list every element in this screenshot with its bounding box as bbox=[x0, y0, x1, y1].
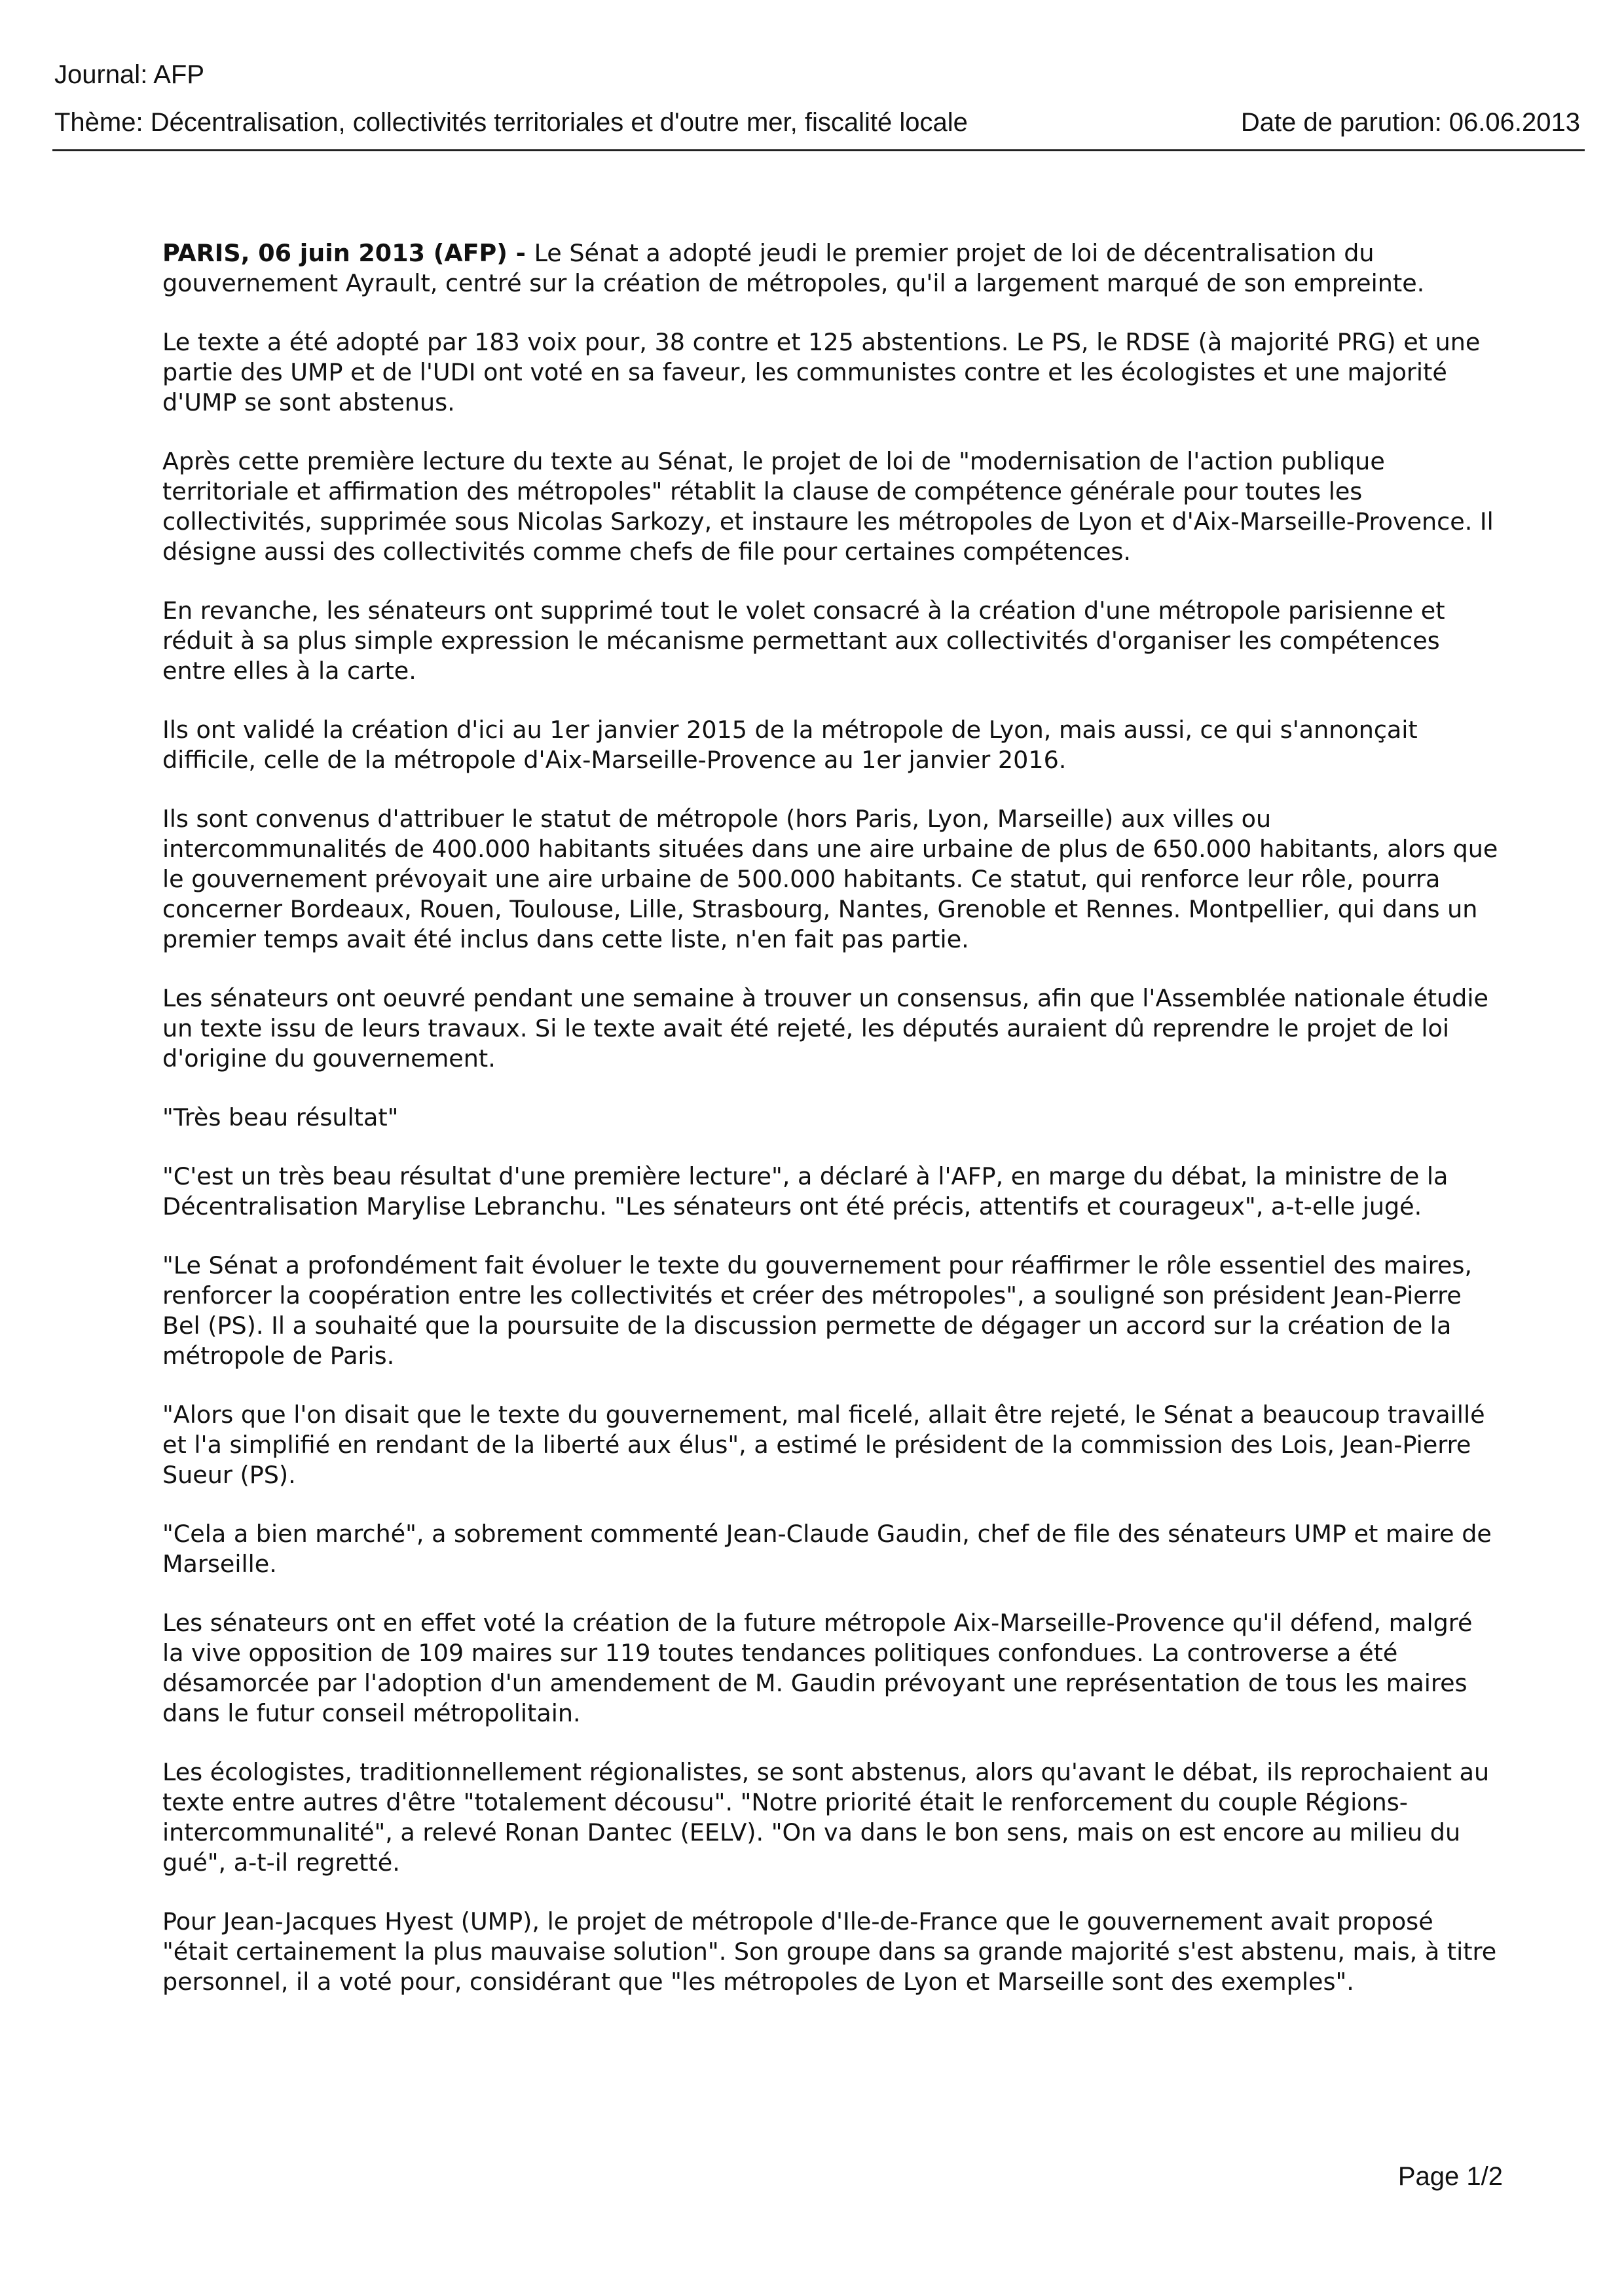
article-paragraph-12: Les sénateurs ont en effet voté la création de la future métropole Aix-Marseille-Provence qu'il défend, malgré la vive opposition de 109 maires sur 119 toutes tendances politiques confondues. La controverse a été désamorcée par l'adoption d'un amendement de M. Gaudin prévoyant une représentation de tous les maires dans le futur conseil métropolitain. bbox=[162, 1609, 1473, 1727]
dateline: PARIS, 06 juin 2013 (AFP) - bbox=[162, 239, 534, 267]
document-header bbox=[54, 59, 1580, 138]
page-number: Page 1/2 bbox=[1397, 2162, 1503, 2191]
article-paragraph-11: "Cela a bien marché", a sobrement commenté Jean-Claude Gaudin, chef de file des sénateurs UMP et maire de Marseille. bbox=[162, 1520, 1492, 1578]
header-divider bbox=[52, 149, 1585, 151]
article-paragraph-7: Les sénateurs ont oeuvré pendant une semaine à trouver un consensus, afin que l'Assemblée nationale étudie un texte issu de leurs travaux. Si le texte avait été rejeté, les députés auraient dû reprendre le projet de loi d'origine du gouvernement. bbox=[162, 984, 1488, 1073]
article-paragraph-6: Ils sont convenus d'attribuer le statut de métropole (hors Paris, Lyon, Marseille) aux villes ou intercommunalités de 400.000 habitants situées dans une aire urbaine de plus de 650.000 habitants, alors que le gouvernement prévoyait une aire urbaine de 500.000 habitants. Ce statut, qui renforce leur rôle, pourra concerner Bordeaux, Rouen, Toulouse, Lille, Strasbourg, Nantes, Grenoble et Rennes. Montpellier, qui dans un premier temps avait été inclus dans cette liste, n'en fait pas partie. bbox=[162, 805, 1498, 953]
article-paragraph-13: Les écologistes, traditionnellement régionalistes, se sont abstenus, alors qu'avant le débat, ils reprochaient au texte entre autres d'être "totalement décousu". "Notre priorité était le renforcement du couple Régions-intercommunalité", a relevé Ronan Dantec (EELV). "On va dans le bon sens, mais on est encore au milieu du gué", a-t-il regretté. bbox=[162, 1758, 1490, 1877]
theme-date-row bbox=[54, 107, 1580, 138]
article-body bbox=[162, 238, 1498, 2026]
article-paragraph-2: Le texte a été adopté par 183 voix pour, 38 contre et 125 abstentions. Le PS, le RDSE (à majorité PRG) et une partie des UMP et de l'UDI ont voté en sa faveur, les communistes contre et les écologistes et une majorité d'UMP se sont abstenus. bbox=[162, 328, 1481, 416]
article-paragraph-1 bbox=[162, 238, 1498, 299]
article-paragraph-10: "Alors que l'on disait que le texte du gouvernement, mal ficelé, allait être rejeté, le Sénat a beaucoup travaillé et l'a simplifié en rendant de la liberté aux élus", a estimé le président de la commission des Lois, Jean-Pierre Sueur (PS). bbox=[162, 1401, 1485, 1489]
article-paragraph-8: "C'est un très beau résultat d'une première lecture", a déclaré à l'AFP, en marge du débat, la ministre de la Décentralisation Marylise Lebranchu. "Les sénateurs ont été précis, attentifs et courageux", a-t-elle jugé. bbox=[162, 1162, 1449, 1221]
article-subheading: "Très beau résultat" bbox=[162, 1103, 399, 1131]
article-paragraph-5: Ils ont validé la création d'ici au 1er janvier 2015 de la métropole de Lyon, mais aussi, ce qui s'annonçait difficile, celle de la métropole d'Aix-Marseille-Provence au 1er janvier 2016. bbox=[162, 716, 1418, 774]
journal-label: Journal: AFP bbox=[54, 60, 205, 89]
article-paragraph-4: En revanche, les sénateurs ont supprimé tout le volet consacré à la création d'une métropole parisienne et réduit à sa plus simple expression le mécanisme permettant aux collectivités d'organiser les compétences entre elles à la carte. bbox=[162, 597, 1445, 685]
article-paragraph-9: "Le Sénat a profondément fait évoluer le texte du gouvernement pour réaffirmer le rôle essentiel des maires, renforcer la coopération entre les collectivités et créer des métropoles", a souligné son président Jean-Pierre Bel (PS). Il a souhaité que la poursuite de la discussion permette de dégager un accord sur la création de la métropole de Paris. bbox=[162, 1251, 1472, 1370]
article-paragraph-3: Après cette première lecture du texte au Sénat, le projet de loi de "modernisation de l'action publique territoriale et affirmation des métropoles" rétablit la clause de compétence générale pour toutes les collectivités, supprimée sous Nicolas Sarkozy, et instaure les métropoles de Lyon et d'Aix-Marseille-Provence. Il désigne aussi des collectivités comme chefs de file pour certaines compétences. bbox=[162, 447, 1494, 566]
theme-label: Thème: Décentralisation, collectivités territoriales et d'outre mer, fiscalité locale bbox=[54, 108, 968, 137]
paragraph-text: Le Sénat a adopté jeudi le premier projet de loi de décentralisation du gouvernement Ayrault, centré sur la création de métropoles, qu'il a largement marqué de son empreinte. bbox=[162, 239, 1425, 297]
publication-date: Date de parution: 06.06.2013 bbox=[1240, 108, 1580, 137]
article-paragraph-14: Pour Jean-Jacques Hyest (UMP), le projet de métropole d'Ile-de-France que le gouvernement avait proposé "était certainement la plus mauvaise solution". Son groupe dans sa grande majorité s'est abstenu, mais, à titre personnel, il a voté pour, considérant que "les métropoles de Lyon et Marseille sont des exemples". bbox=[162, 1907, 1497, 1996]
